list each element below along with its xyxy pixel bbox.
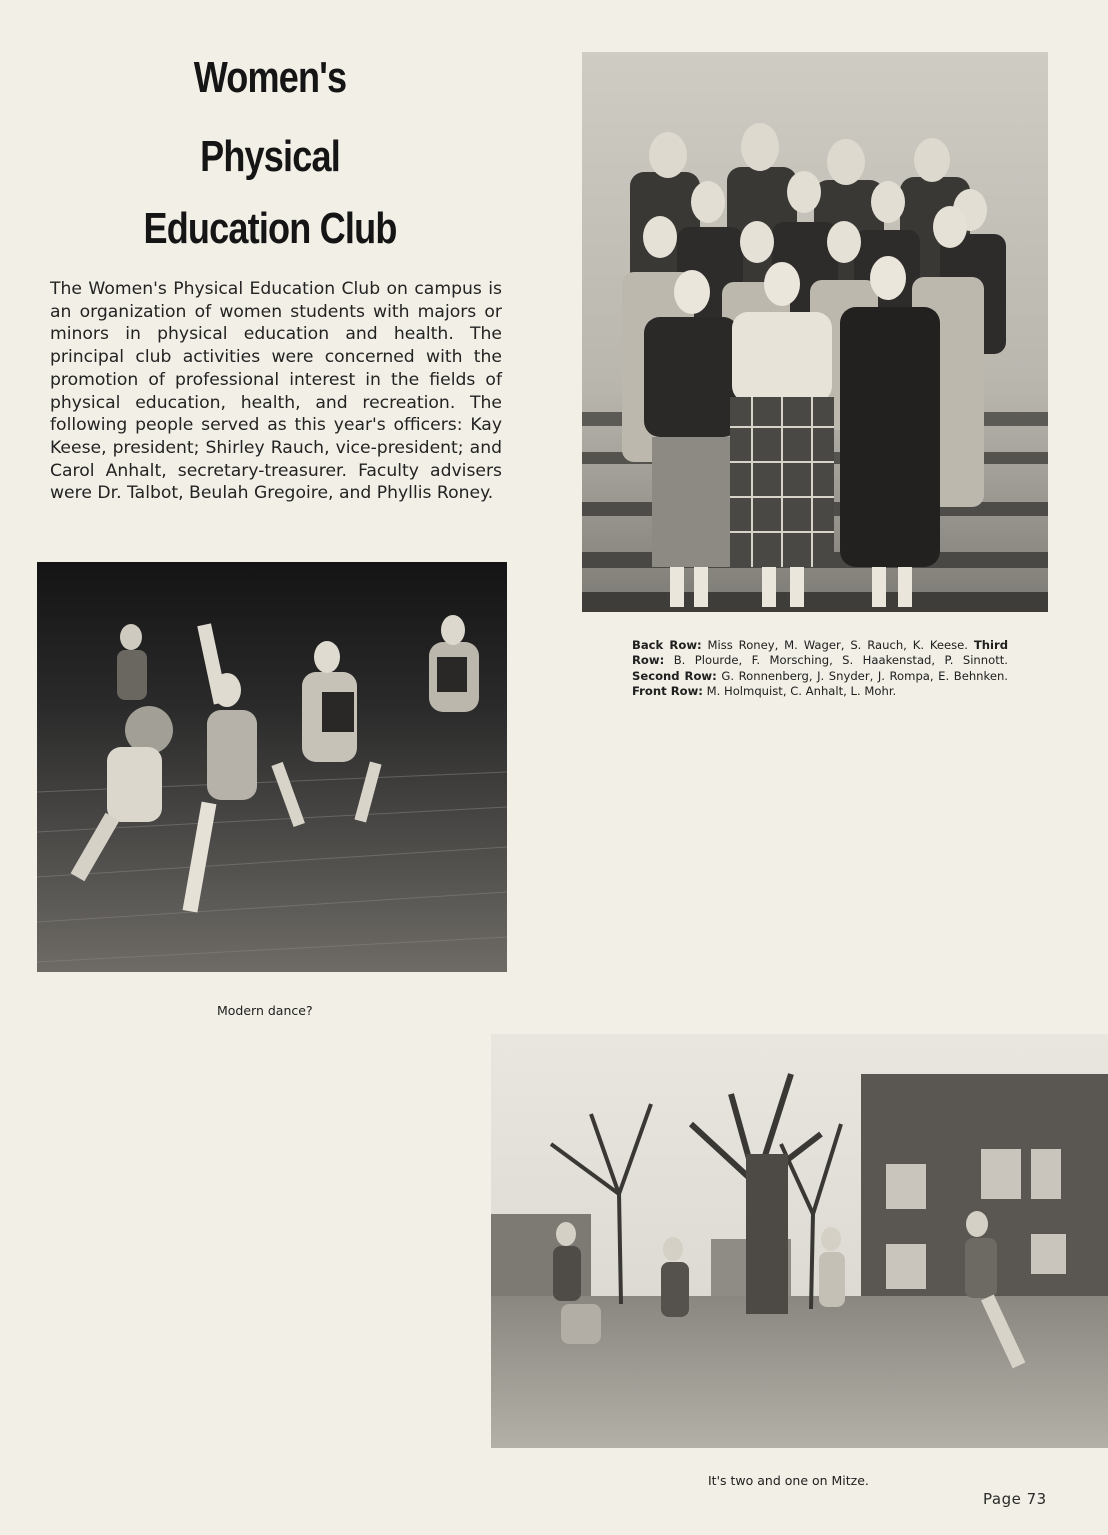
basketball-photo-caption: Modern dance?	[217, 1003, 313, 1018]
front-row-label: Front Row:	[632, 684, 703, 699]
page-title-line-3: Education Club	[143, 204, 397, 253]
outdoor-photo-caption: It's two and one on Mitze.	[708, 1473, 869, 1488]
group-photo	[582, 52, 1048, 612]
second-row-names: G. Ronnenberg, J. Snyder, J. Rompa, E. Behnken.	[721, 668, 1008, 683]
intro-paragraph: The Women's Physical Education Club on campus is an organization of women students with majors or minors in physical education and health. The principal club activities were concerned with the promotion of professional interest in the fields of physical education, health, and recreation. The following people served as this year's officers: Kay Keese, president; Shirley Rauch, vice-president; and Carol Anhalt, secretary-treasurer. Faculty advisers were Dr. Talbot, Beulah Gregoire, and Phyllis Roney.	[50, 279, 502, 504]
third-row-names: B. Plourde, F. Morsching, S. Haakenstad, P. Sinnott.	[673, 653, 1008, 668]
front-row-names: M. Holmquist, C. Anhalt, L. Mohr.	[706, 684, 897, 699]
basketball-photo	[37, 562, 507, 972]
outdoor-photo	[491, 1034, 1108, 1448]
page-title-line-2: Physical	[200, 132, 340, 181]
back-row-label: Back Row:	[632, 638, 702, 652]
third-row-label: Third Row:	[632, 638, 1008, 668]
back-row-names: Miss Roney, M. Wager, S. Rauch, K. Keese.	[707, 638, 968, 652]
page-title-line-1: Women's	[193, 53, 347, 102]
second-row-label: Second Row:	[632, 668, 717, 683]
page-number: Page 73	[983, 1490, 1047, 1508]
group-photo-caption	[632, 638, 1008, 700]
